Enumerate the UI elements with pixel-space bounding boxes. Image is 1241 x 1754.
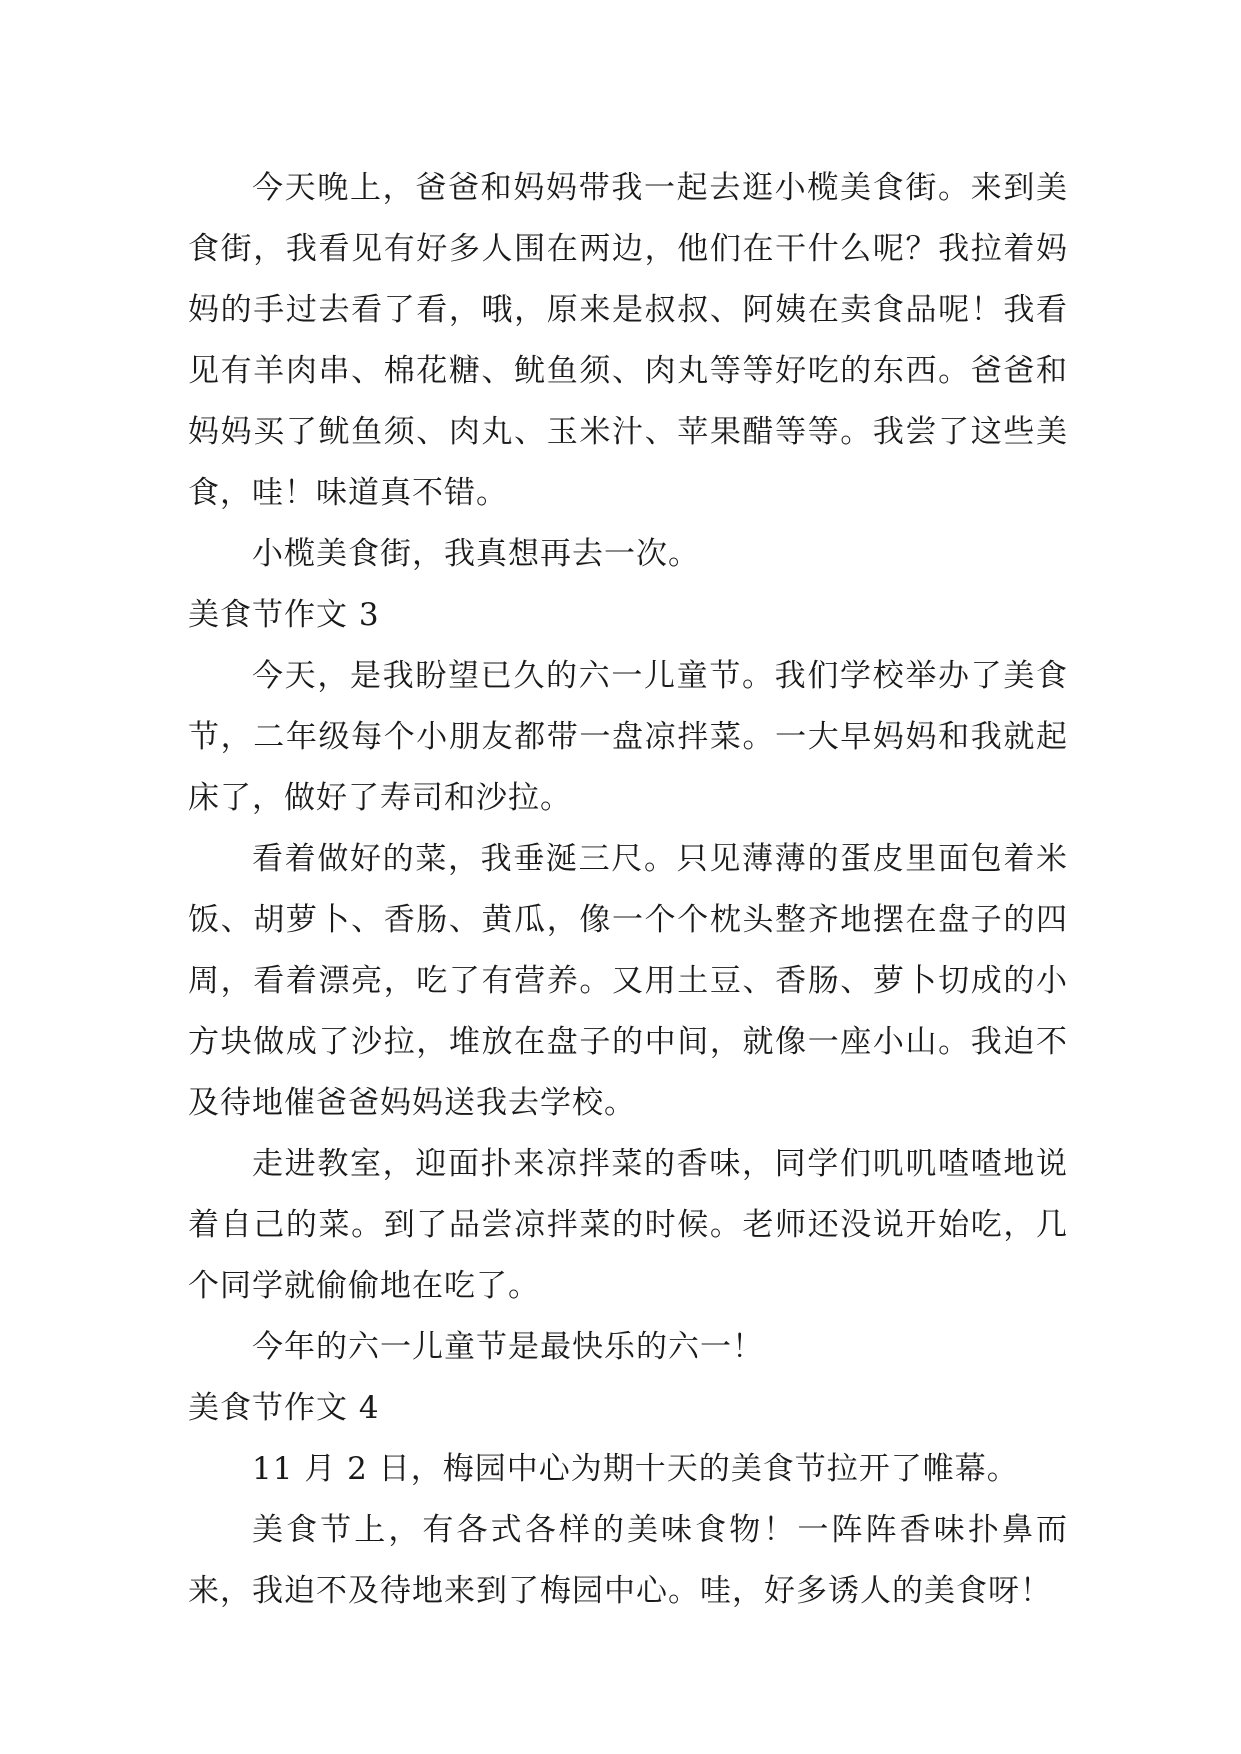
paragraph: 走进教室，迎面扑来凉拌菜的香味，同学们叽叽喳喳地说着自己的菜。到了品尝凉拌菜的时候。老师还没说开始吃，几个同学就偷偷地在吃了。	[188, 1146, 1068, 1304]
paragraph: 看着做好的菜，我垂涎三尺。只见薄薄的蛋皮里面包着米饭、胡萝卜、香肠、黄瓜，像一个个枕头整齐地摆在盘子的四周，看着漂亮，吃了有营养。又用土豆、香肠、萝卜切成的小方块做成了沙拉，堆放在盘子的中间，就像一座小山。我迫不及待地催爸爸妈妈送我去学校。	[188, 841, 1068, 1121]
paragraph: 今天晚上，爸爸和妈妈带我一起去逛小榄美食街。来到美食街，我看见有好多人围在两边，他们在干什么呢？我拉着妈妈的手过去看了看，哦，原来是叔叔、阿姨在卖食品呢！我看见有羊肉串、棉花糖、鱿鱼须、肉丸等等好吃的东西。爸爸和妈妈买了鱿鱼须、肉丸、玉米汁、苹果醋等等。我尝了这些美食，哇！味道真不错。	[188, 170, 1068, 511]
paragraph: 今天，是我盼望已久的六一儿童节。我们学校举办了美食节，二年级每个小朋友都带一盘凉拌菜。一大早妈妈和我就起床了，做好了寿司和沙拉。	[188, 658, 1068, 816]
document-body	[188, 158, 1068, 1622]
paragraph: 11 月 2 日，梅园中心为期十天的美食节拉开了帷幕。	[252, 1451, 1019, 1487]
section-heading: 美食节作文 3	[188, 597, 380, 633]
paragraph: 小榄美食街，我真想再去一次。	[252, 536, 700, 572]
paragraph: 今年的六一儿童节是最快乐的六一！	[252, 1329, 764, 1365]
paragraph: 美食节上，有各式各样的美味食物！一阵阵香味扑鼻而来，我迫不及待地来到了梅园中心。哇，好多诱人的美食呀！	[188, 1512, 1068, 1609]
section-heading: 美食节作文 4	[188, 1390, 380, 1426]
